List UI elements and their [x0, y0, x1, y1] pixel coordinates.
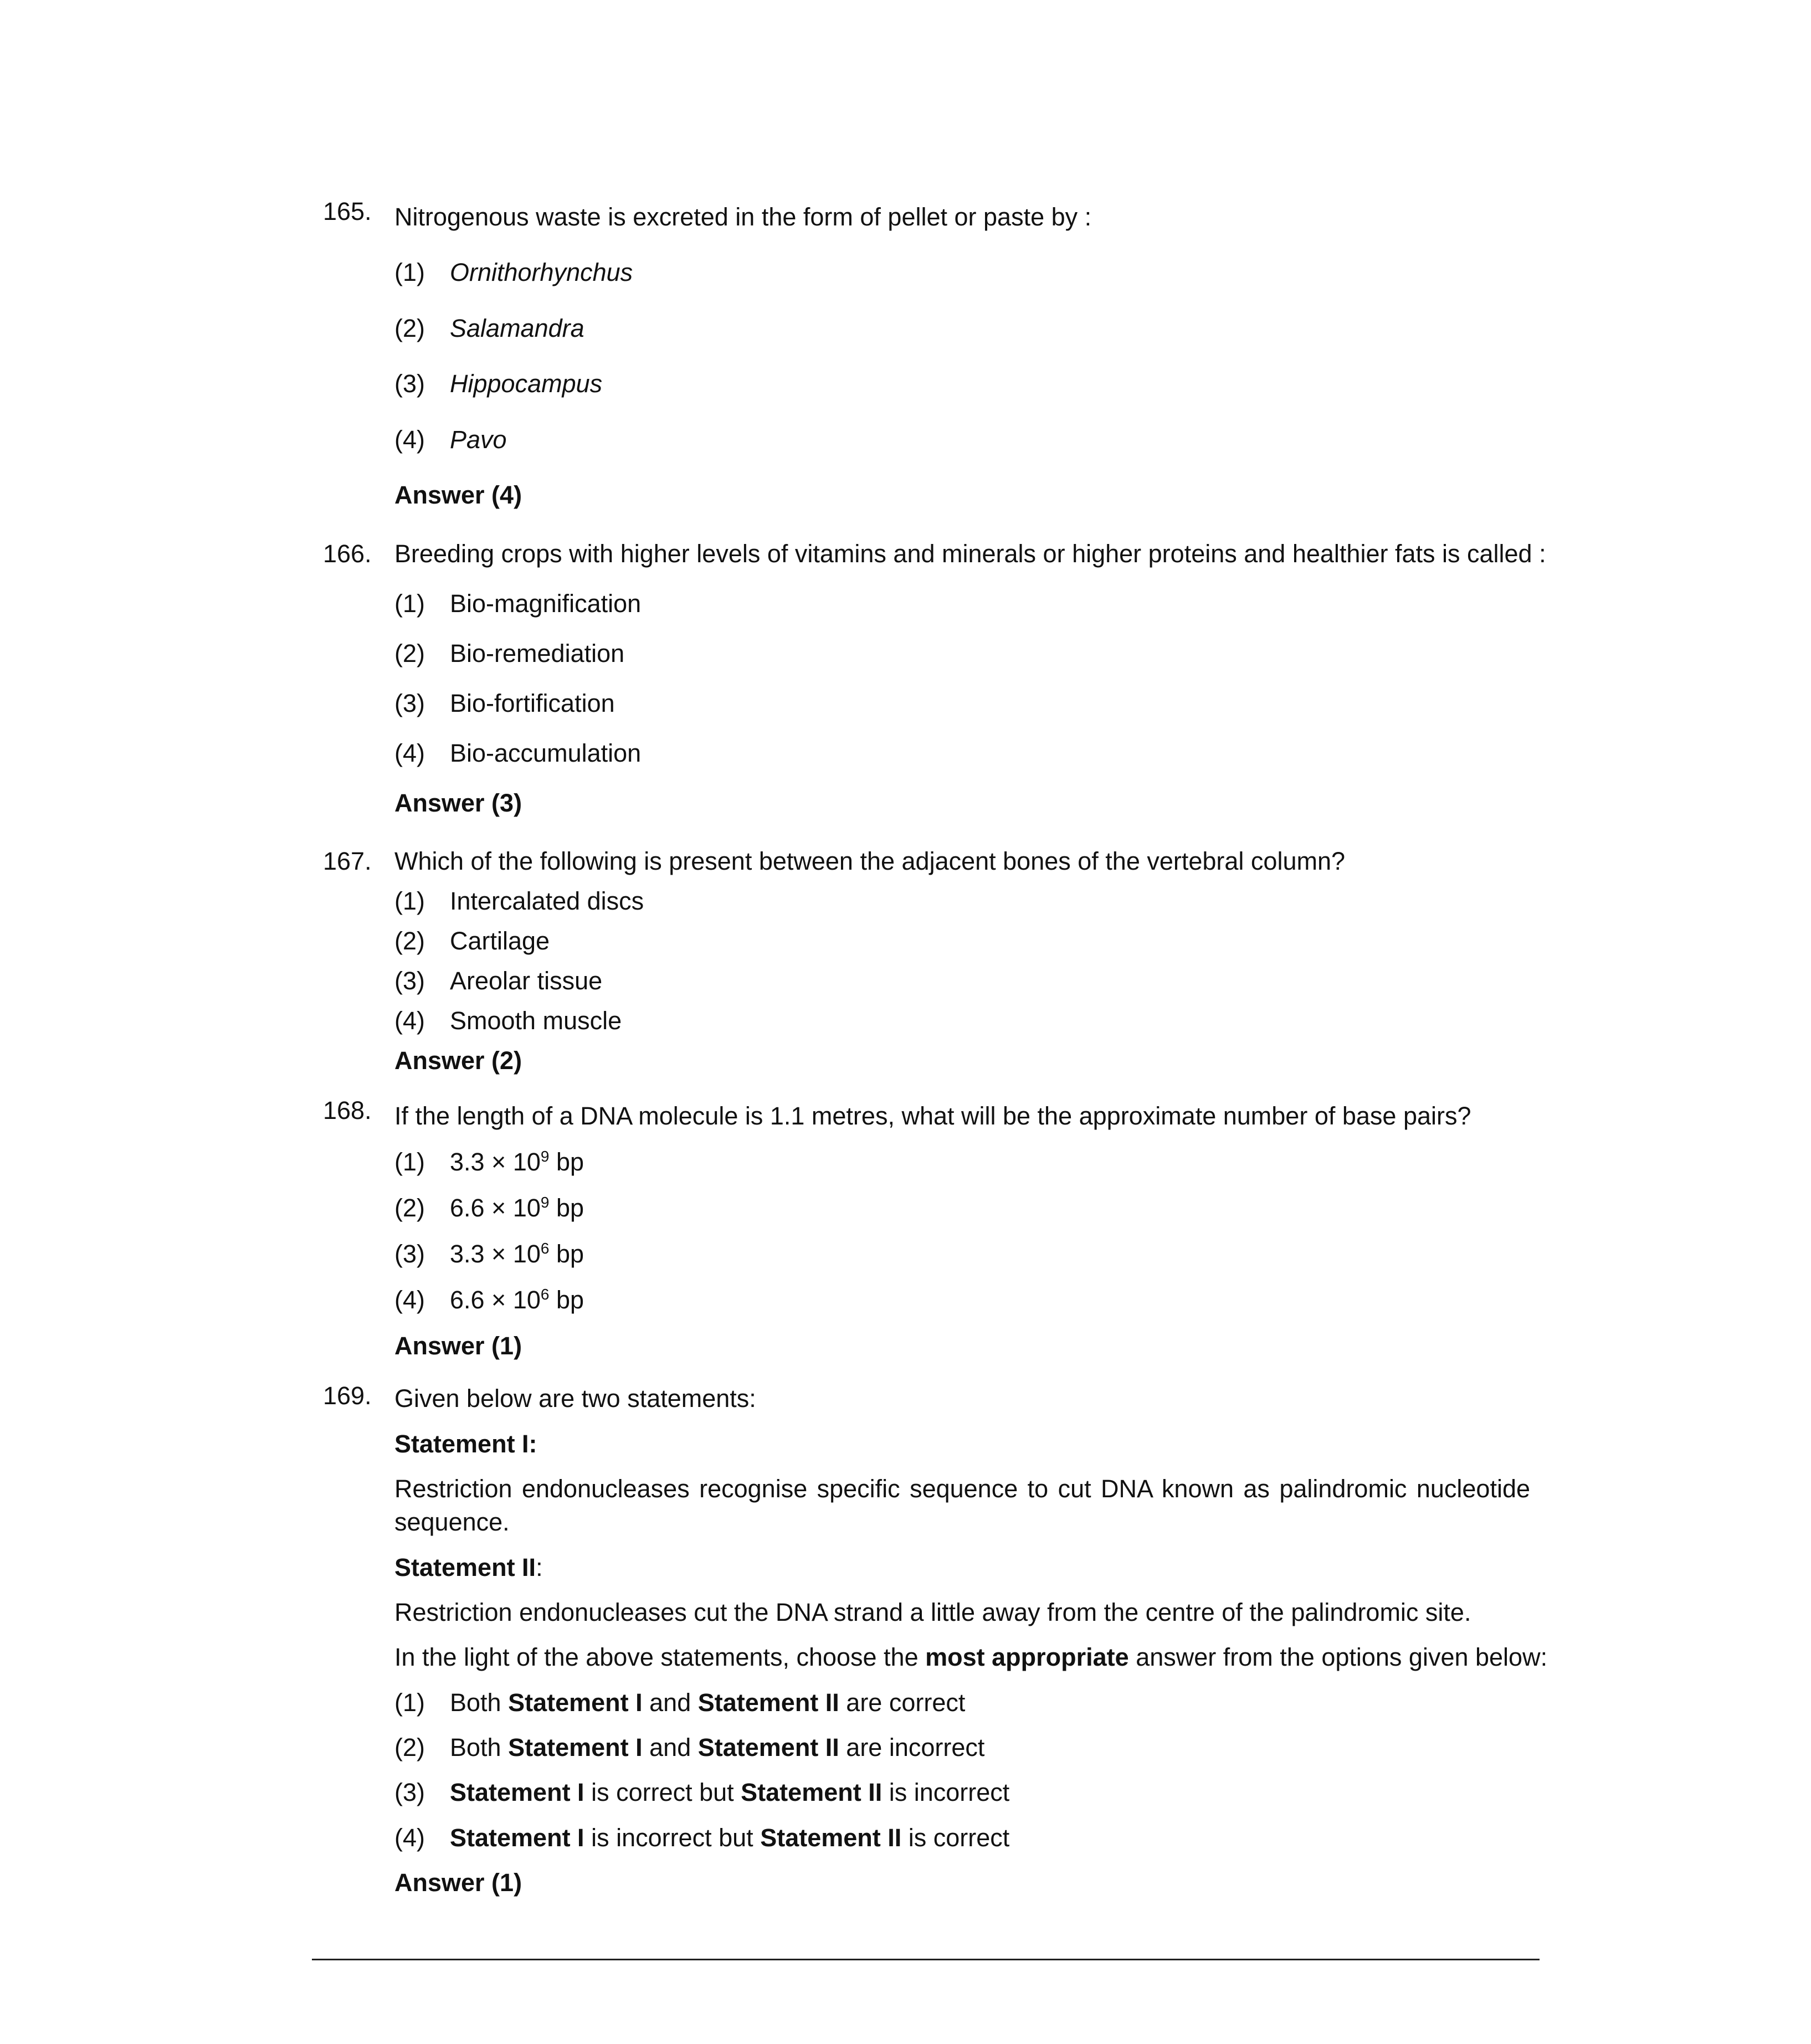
option-4: (4) Smooth muscle [394, 1006, 622, 1035]
question-number: 165. [323, 197, 372, 225]
statement-2-text: Restriction endonucleases cut the DNA strand a little away from the centre of the palindromic site. [394, 1598, 1471, 1626]
question-text: Which of the following is present between the adjacent bones of the vertebral column? [394, 847, 1346, 875]
statement-1-text: Restriction endonucleases recognise specific sequence to cut DNA known as palindromic nucleotide sequence. [394, 1475, 1530, 1536]
option-2: (2) Both Statement I and Statement II are incorrect [394, 1733, 985, 1761]
question-number: 169. [323, 1382, 372, 1410]
option-3: (3) Bio-fortification [394, 689, 615, 717]
option-3: (3) $3.3 \times 10^6$ bp [394, 1240, 584, 1268]
option-1: (1) $3.3 \times 10^9$ bp [394, 1148, 584, 1176]
answer: Answer (1) [394, 1332, 522, 1360]
question-text: Breeding crops with higher levels of vitamins and minerals or higher proteins and healthier fats is called : [394, 540, 1546, 568]
option-4: (4) Statement I is incorrect but Statement II is correct [394, 1824, 1010, 1852]
question-text: Given below are two statements: [394, 1384, 756, 1413]
question-text: Nitrogenous waste is excreted in the form of pellet or paste by : [394, 203, 1092, 231]
option-4: (4) Pavo [394, 425, 507, 454]
option-3: (3) Areolar tissue [394, 967, 603, 995]
option-1: (1) Bio-magnification [394, 589, 642, 618]
option-2: (2) Cartilage [394, 927, 550, 955]
answer: Answer (2) [394, 1046, 522, 1075]
statement-2-label: Statement II: [394, 1553, 543, 1581]
option-2: (2) $6.6 \times 10^9$ bp [394, 1194, 584, 1222]
question-number: 166. [323, 540, 372, 568]
option-1: (1) Intercalated discs [394, 887, 644, 915]
question-number: 168. [323, 1096, 372, 1124]
answer: Answer (4) [394, 481, 522, 509]
statement-1-label: Statement I: [394, 1430, 537, 1458]
answer: Answer (3) [394, 789, 522, 817]
option-3: (3) Statement I is correct but Statement II is incorrect [394, 1778, 1010, 1806]
option-4: (4) Bio-accumulation [394, 739, 642, 767]
question-number: 167. [323, 847, 372, 875]
answer: Answer (1) [394, 1868, 522, 1897]
footer-divider [312, 1959, 1540, 1960]
option-2: (2) Salamandra [394, 314, 584, 342]
option-3: (3) Hippocampus [394, 369, 603, 398]
option-4: (4) $6.6 \times 10^6$ bp [394, 1286, 584, 1314]
option-1: (1) Both Statement I and Statement II are correct [394, 1688, 966, 1717]
option-1: (1) Ornithorhynchus [394, 258, 633, 286]
instruction-text: In the light of the above statements, choose the most appropriate answer from the options given below: [394, 1643, 1548, 1671]
option-2: (2) Bio-remediation [394, 639, 625, 667]
question-text: If the length of a DNA molecule is 1.1 metres, what will be the approximate number of base pairs? [394, 1102, 1471, 1130]
